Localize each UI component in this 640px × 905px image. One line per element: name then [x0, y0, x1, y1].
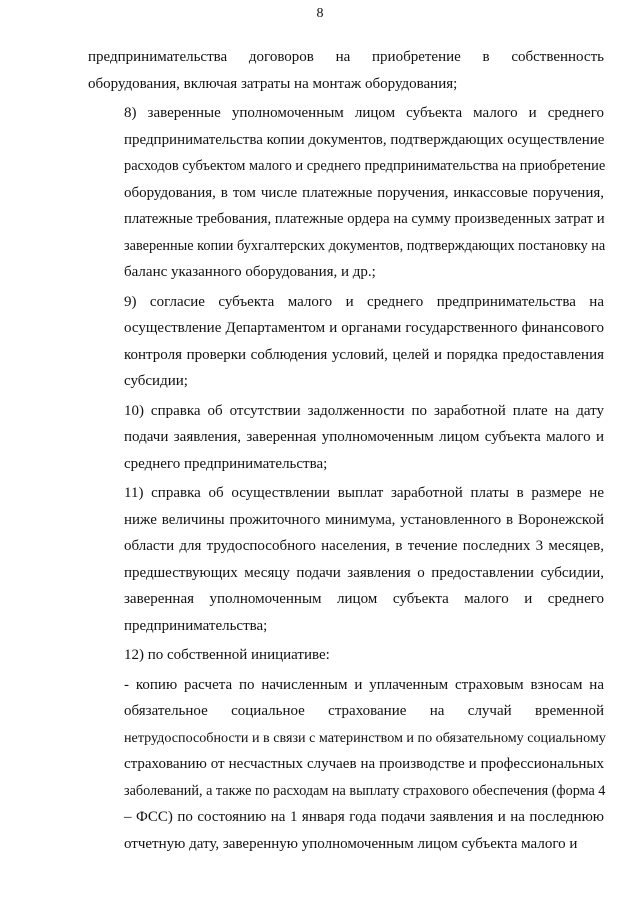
text-line: заверенная уполномоченным лицом субъекта малого и среднего	[124, 591, 604, 607]
text-line: 11) справка об осуществлении выплат заработной платы в размере не	[124, 485, 604, 501]
text-line: 8) заверенные уполномоченным лицом субъекта малого и среднего	[124, 105, 604, 121]
text-line: заболеваний, а также по расходам на выплату страхового обеспечения (форма 4	[124, 782, 606, 799]
paragraph-p12	[88, 642, 604, 669]
paragraph-p0	[88, 44, 604, 97]
text-line: платежные требования, платежные ордера на сумму произведенных затрат и	[124, 211, 605, 227]
text-line: отчетную дату, заверенную уполномоченным лицом субъекта малого и	[124, 835, 578, 852]
text-line: предшествующих месяцу подачи заявления о предоставлении субсидии,	[124, 564, 604, 581]
text-line: нетрудоспособности и в связи с материнством и по обязательному социальному	[124, 729, 606, 746]
text-line: среднего предпринимательства;	[124, 455, 328, 472]
text-line: предпринимательства;	[124, 617, 268, 634]
text-line: области для трудоспособного населения, в течение последних 3 месяцев,	[124, 538, 604, 554]
paragraph-p9	[88, 289, 604, 395]
text-line: 9) согласие субъекта малого и среднего предпринимательства на	[124, 293, 604, 310]
text-line: – ФСС) по состоянию на 1 января года подачи заявления и на последнюю	[124, 809, 604, 825]
text-line: страхованию от несчастных случаев на производстве и профессиональных	[124, 756, 604, 772]
text-line: предпринимательства копии документов, подтверждающих осуществление	[124, 131, 605, 148]
text-line: обязательное социальное страхование на случай временной	[124, 703, 604, 719]
text-line: заверенные копии бухгалтерских документов, подтверждающих постановку на	[124, 237, 606, 254]
text-line: 10) справка об отсутствии задолженности по заработной плате на дату	[124, 402, 604, 419]
text-line: 12) по собственной инициативе:	[124, 647, 330, 663]
page-number: 8	[316, 6, 324, 21]
text-line: оборудования, включая затраты на монтаж оборудования;	[88, 75, 458, 92]
text-line: осуществление Департаментом и органами государственного финансового	[124, 320, 604, 336]
text-line: контроля проверки соблюдения условий, целей и порядка предоставления	[124, 346, 604, 363]
text-line: расходов субъектом малого и среднего предпринимательства на приобретение	[124, 158, 606, 174]
paragraph-p10	[88, 398, 604, 478]
text-line: оборудования, в том числе платежные поручения, инкассовые поручения,	[124, 184, 604, 201]
text-line: ниже величины прожиточного минимума, установленного в Воронежской	[124, 511, 604, 528]
paragraph-p11	[88, 480, 604, 639]
paragraph-p8	[88, 100, 604, 286]
text-line: субсидии;	[124, 373, 188, 389]
text-line: предпринимательства договоров на приобретение в собственность	[88, 49, 604, 65]
paragraph-p12a	[88, 672, 604, 858]
text-line: - копию расчета по начисленным и уплаченным страховым взносам на	[124, 676, 604, 693]
text-line: подачи заявления, заверенная уполномоченным лицом субъекта малого и	[124, 429, 604, 445]
text-line: баланс указанного оборудования, и др.;	[124, 264, 376, 280]
document-body	[88, 44, 604, 857]
